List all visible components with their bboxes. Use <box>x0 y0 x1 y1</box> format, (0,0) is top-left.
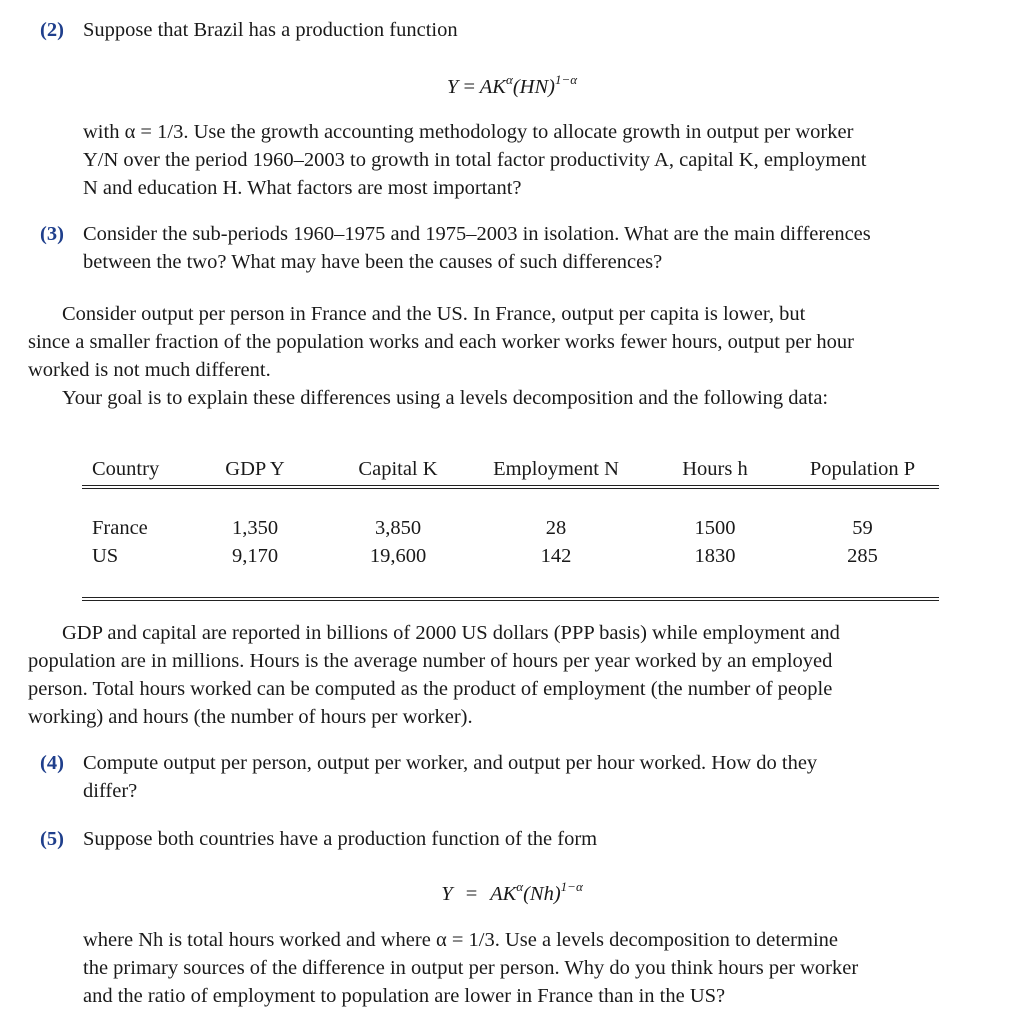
table-cell: US <box>92 545 119 567</box>
table-cell: 19,600 <box>369 545 427 567</box>
table-rule <box>82 600 939 601</box>
table-header-row <box>0 455 1024 483</box>
question-body: where Nh is total hours worked and where α = 1/3. Use a levels decomposition to determine the primary sources of the difference in output per person. Why do you think hours per worker and the ratio of employment to population are lower in France than in the US? <box>83 929 859 1007</box>
table-cell: 142 <box>540 545 572 567</box>
question-body: with α = 1/3. Use the growth accounting methodology to allocate growth in output per worker Y/N over the period 1960–2003 to growth in total factor productivity A, capital K, employment N and education H. What factors are most important? <box>83 121 867 199</box>
table-cell: 59 <box>852 517 873 539</box>
table-rule <box>82 488 939 489</box>
table-cell: 285 <box>847 545 878 567</box>
table-row <box>0 514 1024 542</box>
table-cell: 3,850 <box>374 517 422 539</box>
question-2 <box>0 16 1024 206</box>
notes-paragraph: GDP and capital are reported in billions of 2000 US dollars (PPP basis) while employment and population are in millions. Hours is the average number of hours per year worked by an employed person. Total hours worked can be computed as the product of employment (the number of people working) and hours (the number of hours per worker). <box>28 622 840 728</box>
question-body: Compute output per person, output per worker, and output per hour worked. How do they differ? <box>83 752 818 802</box>
table-header: Hours h <box>682 458 748 480</box>
question-number: (5) <box>40 828 64 850</box>
question-4 <box>0 749 1024 809</box>
table-cell: 1500 <box>694 517 736 539</box>
question-lead: Suppose both countries have a production function of the form <box>83 828 598 850</box>
table-header: GDP Y <box>225 458 285 480</box>
intro-paragraph: Consider output per person in France and the US. In France, output per capita is lower, but since a smaller fraction of the population works and each worker works fewer hours, output per hour worked is not much different. Your goal is to explain these differences using a levels decomposition and the following data: <box>28 303 855 409</box>
question-5 <box>0 825 1024 1015</box>
table-cell: France <box>92 517 148 539</box>
question-number: (4) <box>40 752 64 774</box>
question-3 <box>0 220 1024 280</box>
production-function-formula: $Y = AK^\alpha(Nh)^{1-\alpha}$ <box>441 879 583 905</box>
table-cell: 1,350 <box>231 517 279 539</box>
question-body: Consider the sub-periods 1960–1975 and 1975–2003 in isolation. What are the main differences between the two? What may have been the causes of such differences? <box>83 223 871 273</box>
table-header: Population P <box>809 458 916 480</box>
question-lead: Suppose that Brazil has a production function <box>83 19 458 41</box>
table-row <box>0 542 1024 570</box>
table-header: Country <box>92 458 160 480</box>
table-rule <box>82 597 939 598</box>
table-cell: 1830 <box>694 545 736 567</box>
production-function-formula: $Y = AK^\alpha(HN)^{1-\alpha}$ <box>446 72 578 98</box>
table-header: Capital K <box>358 458 438 480</box>
table-cell: 9,170 <box>231 545 279 567</box>
question-number: (2) <box>40 19 64 41</box>
table-rule <box>82 485 939 486</box>
question-number: (3) <box>40 223 64 245</box>
table-cell: 28 <box>545 517 567 539</box>
table-header: Employment N <box>493 458 619 480</box>
